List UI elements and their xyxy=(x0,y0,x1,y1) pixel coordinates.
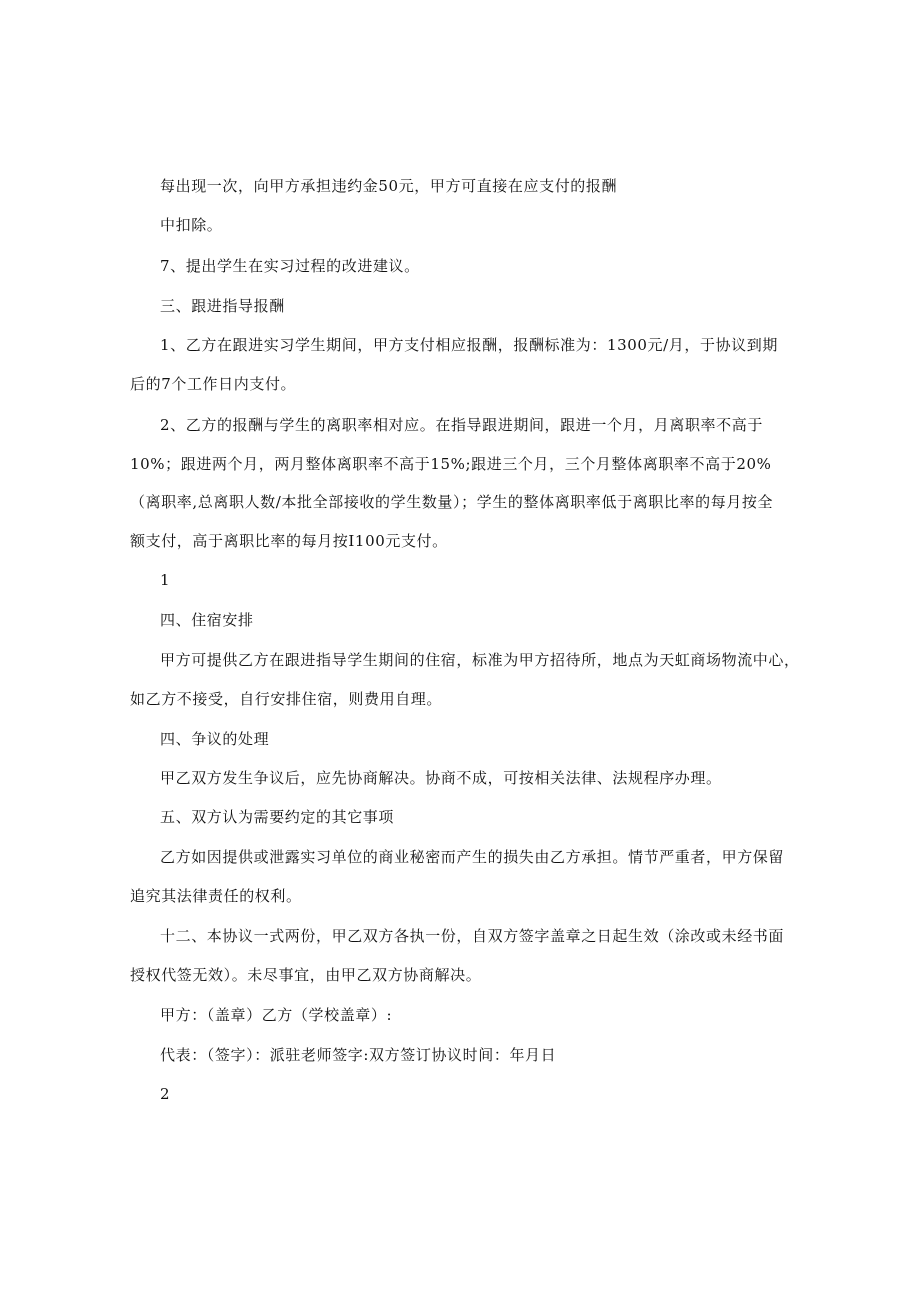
paragraph-line: 额支付，高于离职比率的每月按I100元支付。 xyxy=(130,532,448,550)
list-item: 7、提出学生在实习过程的改进建议。 xyxy=(160,257,420,275)
section-heading: 四、争议的处理 xyxy=(160,730,270,748)
page-number: 2 xyxy=(160,1085,171,1103)
paragraph-line: （离职率,总离职人数/本批全部接收的学生数量）；学生的整体离职率低于离职比率的每月按全 xyxy=(130,493,774,511)
section-heading: 三、跟进指导报酬 xyxy=(160,297,285,315)
paragraph-line: 每出现一次，向甲方承担违约金50元，甲方可直接在应支付的报酬 xyxy=(160,177,618,195)
paragraph-line: 授权代签无效）。未尽事宜，由甲乙双方协商解决。 xyxy=(130,966,482,984)
paragraph-line: 10%；跟进两个月，两月整体离职率不高于15%;跟进三个月，三个月整体离职率不高于20% xyxy=(130,455,772,473)
paragraph-line: 十二、本协议一式两份，甲乙双方各执一份，自双方签字盖章之日起生效（涂改或未经书面 xyxy=(160,927,785,945)
paragraph-line: 2、乙方的报酬与学生的离职率相对应。在指导跟进期间，跟进一个月，月离职率不高于 xyxy=(160,416,763,434)
page-number: 1 xyxy=(160,571,171,589)
paragraph-line: 中扣除。 xyxy=(160,216,223,234)
paragraph-line: 如乙方不接受，自行安排住宿，则费用自理。 xyxy=(130,690,443,708)
paragraph-line: 后的7个工作日内支付。 xyxy=(130,375,297,393)
section-heading: 五、双方认为需要约定的其它事项 xyxy=(160,808,395,826)
paragraph-line: 1、乙方在跟进实习学生期间，甲方支付相应报酬，报酬标准为：1300元/月，于协议到期 xyxy=(160,336,778,354)
paragraph-line: 甲方可提供乙方在跟进指导学生期间的住宿，标准为甲方招待所，地点为天虹商场物流中心， xyxy=(160,651,800,669)
paragraph-line: 甲乙双方发生争议后，应先协商解决。协商不成，可按相关法律、法规程序办理。 xyxy=(160,769,722,787)
paragraph-line: 追究其法律责任的权利。 xyxy=(130,887,302,905)
signature-line-representative: 代表：（签字）：派驻老师签字:双方签订协议时间：年月日 xyxy=(160,1046,557,1064)
paragraph-line: 乙方如因提供或泄露实习单位的商业秘密而产生的损失由乙方承担。情节严重者，甲方保留 xyxy=(160,848,785,866)
signature-line-party-a: 甲方：（盖章）乙方（学校盖章）: xyxy=(160,1006,393,1024)
section-heading: 四、住宿安排 xyxy=(160,611,254,629)
